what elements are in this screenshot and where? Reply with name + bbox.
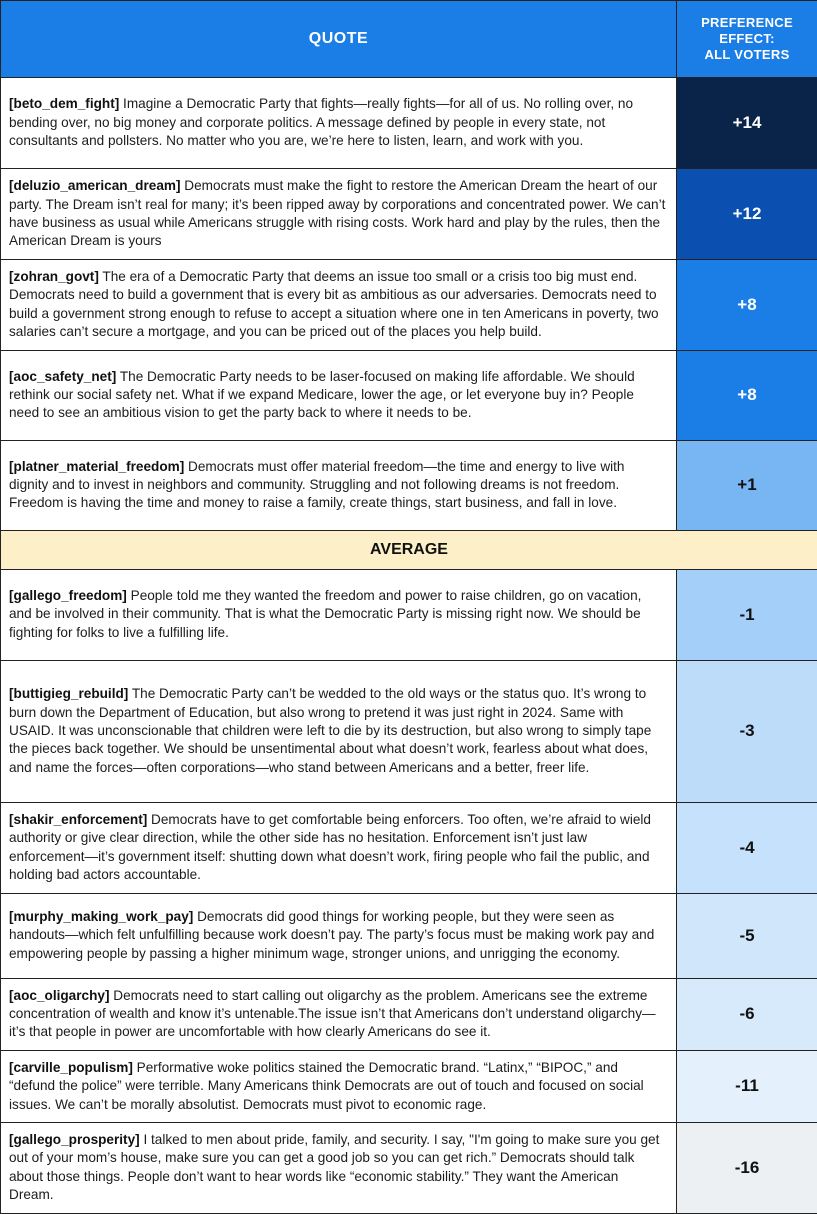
quote-row	[1, 569, 817, 660]
preference-effect-value: -3	[677, 660, 817, 802]
effect-column-header	[677, 1, 817, 78]
preference-effect-value: -11	[677, 1050, 817, 1122]
quote-key: [carville_populism]	[9, 1060, 133, 1075]
quote-cell	[1, 802, 677, 893]
quote-cell	[1, 893, 677, 978]
quote-cell	[1, 350, 677, 440]
quote-text: The era of a Democratic Party that deems an issue too small or a crisis too big must end. Democrats need to build a government that is every bit as ambitious as our adversaries. Democrats need to build a government strong enough to refuse to accept a situation where one in ten Americans in poverty, two salaries can’t secure a mortgage, and you can be priced out of the places you help build.	[9, 269, 659, 339]
header-row	[1, 1, 817, 78]
quote-text: Democrats must offer material freedom—the time and energy to live with dignity and to invest in neighbors and community. Struggling and not following dreams is not freedom. Freedom is having the time and money to raise a family, create things, start business, and fall in love.	[9, 459, 625, 511]
preference-effect-value: +1	[677, 440, 817, 530]
quote-text: The Democratic Party can’t be wedded to the old ways or the status quo. It’s wrong to burn down the Department of Education, but also wrong to pretend it was just right in 2024. Same with USAID. It was unconscionable that children were left to die by its destruction, but also wrong to simply tape the pieces back together. We should be unsentimental about what doesn’t work, fearless about what does, and name the forces—often corporations—who stand between Americans and a better, freer life.	[9, 686, 651, 775]
quote-key: [zohran_govt]	[9, 269, 99, 284]
quote-column-header: QUOTE	[1, 1, 677, 78]
quote-text: Democrats did good things for working people, but they were seen as handouts—which felt unfulfilling because work doesn’t pay. The party’s focus must be making work pay and empowering people by passing a higher minimum wage, stronger unions, and unrigging the economy.	[9, 909, 654, 961]
quote-key: [murphy_making_work_pay]	[9, 909, 193, 924]
quote-text: Democrats have to get comfortable being enforcers. Too often, we’re afraid to wield authority or give clear direction, while the other side has no hesitation. Enforcement isn’t just law enforcement—it’s government itself: shutting down what doesn’t work, firing people who fail the public, and holding bad actors accountable.	[9, 812, 651, 882]
quote-cell	[1, 169, 677, 260]
quote-cell	[1, 78, 677, 169]
quote-text: Democrats need to start calling out oligarchy as the problem. Americans see the extreme concentration of wealth and know it’s untenable.The issue isn’t that Americans don’t understand oligarchy—it’s that people in power are uncomfortable with how clearly Americans do see it.	[9, 988, 656, 1040]
quote-text: Democrats must make the fight to restore the American Dream the heart of our party. The Dream isn’t real for many; it’s been ripped away by corporations and concentrated power. We can’t have business as usual while Americans struggle with rising costs. Work hard and play by the rules, then the American Dream is yours	[9, 178, 665, 248]
quote-key: [gallego_prosperity]	[9, 1132, 140, 1147]
quote-text: Imagine a Democratic Party that fights—really fights—for all of us. No rolling over, no bending over, no big money and corporate politics. A message defined by people in every state, not consultants and pollsters. No matter who you are, we’re here to listen, learn, and work with you.	[9, 96, 633, 148]
average-row	[1, 530, 817, 569]
quote-cell	[1, 660, 677, 802]
quote-row	[1, 660, 817, 802]
quote-cell	[1, 978, 677, 1050]
quote-row	[1, 978, 817, 1050]
quote-row	[1, 1050, 817, 1122]
preference-effect-value: -4	[677, 802, 817, 893]
quote-cell	[1, 440, 677, 530]
quote-row	[1, 260, 817, 351]
quote-row	[1, 440, 817, 530]
effect-header-line2: EFFECT:	[677, 31, 817, 47]
quote-cell	[1, 569, 677, 660]
preference-effect-value: +8	[677, 260, 817, 351]
quote-text: The Democratic Party needs to be laser-focused on making life affordable. We should rethink our social safety net. What if we expand Medicare, lower the age, or let everyone buy in? People need to see an ambitious vision to get the party back to where it needs to be.	[9, 369, 635, 421]
quote-key: [aoc_oligarchy]	[9, 988, 109, 1003]
quote-row	[1, 893, 817, 978]
quote-row	[1, 350, 817, 440]
preference-effect-value: +12	[677, 169, 817, 260]
quote-key: [beto_dem_fight]	[9, 96, 119, 111]
preference-effect-value: +8	[677, 350, 817, 440]
quote-key: [gallego_freedom]	[9, 588, 127, 603]
quote-key: [platner_material_freedom]	[9, 459, 184, 474]
quote-row	[1, 78, 817, 169]
preference-effect-value: -5	[677, 893, 817, 978]
quote-key: [aoc_safety_net]	[9, 369, 116, 384]
effect-header-line1: PREFERENCE	[677, 15, 817, 31]
quote-text: Performative woke politics stained the Democratic brand. “Latinx,” “BIPOC,” and “defund the police” were terrible. Many Americans think Democrats are out of touch and focused on social issues. We can’t be morally absolutist. Democrats must pivot to economic rage.	[9, 1060, 644, 1112]
quote-key: [buttigieg_rebuild]	[9, 686, 128, 701]
preference-effect-value: +14	[677, 78, 817, 169]
effect-header-line3: ALL VOTERS	[677, 47, 817, 63]
average-label: AVERAGE	[1, 530, 817, 569]
preference-effect-value: -1	[677, 569, 817, 660]
quote-cell	[1, 1050, 677, 1122]
quote-key: [deluzio_american_dream]	[9, 178, 181, 193]
quote-text: People told me they wanted the freedom and power to raise children, go on vacation, and be involved in their community. That is what the Democratic Party is missing right now. We should be fighting for folks to live a fulfilling life.	[9, 588, 641, 640]
quote-row	[1, 802, 817, 893]
quote-text: I talked to men about pride, family, and security. I say, "I'm going to make sure you get out of your mom’s house, make sure you can get a good job so you can get rich.” Democrats should talk about those things. People don’t want to hear words like “economic stability.” They want the American Dream.	[9, 1132, 659, 1202]
preference-effect-value: -6	[677, 978, 817, 1050]
preference-effect-value: -16	[677, 1123, 817, 1214]
quote-key: [shakir_enforcement]	[9, 812, 147, 827]
quote-cell	[1, 260, 677, 351]
quote-row	[1, 169, 817, 260]
